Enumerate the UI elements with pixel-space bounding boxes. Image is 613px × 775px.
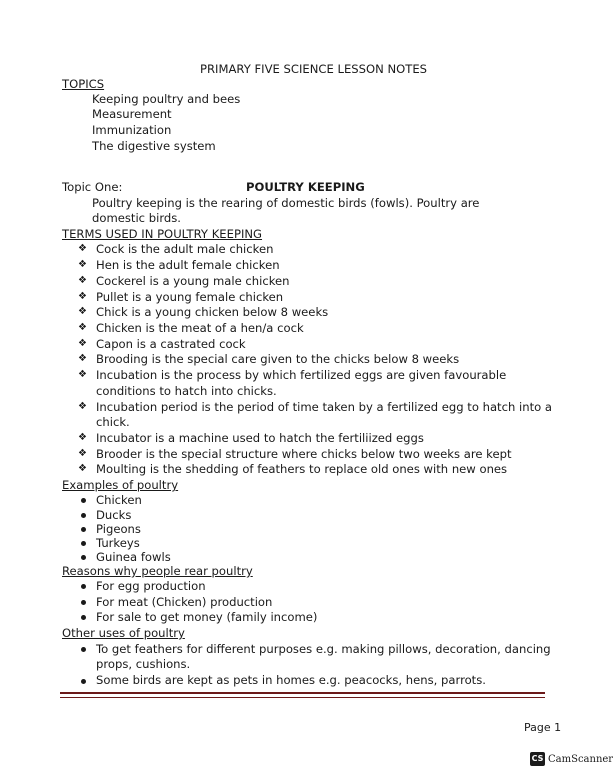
diamond-bullet-icon: ❖: [78, 463, 87, 474]
bullet-dot-icon: [81, 527, 86, 532]
term-item: Pullet is a young female chicken: [96, 290, 284, 304]
diamond-bullet-icon: ❖: [78, 353, 87, 364]
diamond-bullet-icon: ❖: [78, 259, 87, 270]
topic-one-title: POULTRY KEEPING: [246, 180, 365, 194]
term-item: Incubator is a machine used to hatch the fertiliized eggs: [96, 431, 424, 445]
term-item: Hen is the adult female chicken: [96, 258, 280, 272]
diamond-bullet-icon: ❖: [78, 306, 87, 317]
topic-item: Immunization: [92, 123, 172, 137]
bullet-dot-icon: [81, 679, 86, 684]
diamond-bullet-icon: ❖: [78, 369, 87, 380]
bullet-dot-icon: [81, 584, 86, 589]
page-number: Page 1: [524, 721, 562, 734]
term-item: Incubation is the process by which fertilized eggs are given favourable: [96, 368, 507, 382]
topic-one-label: Topic One:: [62, 180, 123, 194]
example-item: Pigeons: [96, 522, 141, 536]
camscanner-watermark: CamScanner: [548, 754, 613, 765]
term-item: Chick is a young chicken below 8 weeks: [96, 305, 329, 319]
term-item: Incubation period is the period of time taken by a fertilized egg to hatch into a: [96, 400, 553, 414]
diamond-bullet-icon: ❖: [78, 401, 87, 412]
term-item-continued: chick.: [96, 415, 130, 429]
example-item: Guinea fowls: [96, 550, 171, 564]
document-title: PRIMARY FIVE SCIENCE LESSON NOTES: [200, 62, 428, 76]
topic-item: The digestive system: [92, 139, 216, 153]
topic-item: Measurement: [92, 107, 172, 121]
camscanner-logo: CS: [530, 752, 545, 766]
other-uses-heading: Other uses of poultry: [62, 626, 185, 640]
diamond-bullet-icon: ❖: [78, 243, 87, 254]
diamond-bullet-icon: ❖: [78, 291, 87, 302]
bullet-dot-icon: [81, 615, 86, 620]
diamond-bullet-icon: ❖: [78, 322, 87, 333]
term-item: Capon is a castrated cock: [96, 337, 246, 351]
term-item: Brooder is the special structure where chicks below two weeks are kept: [96, 447, 512, 461]
other-use-item: Some birds are kept as pets in homes e.g. peacocks, hens, parrots.: [96, 673, 486, 687]
term-item: Moulting is the shedding of feathers to replace old ones with new ones: [96, 462, 508, 476]
bullet-dot-icon: [81, 541, 86, 546]
term-item: Brooding is the special care given to the chicks below 8 weeks: [96, 352, 460, 366]
diamond-bullet-icon: ❖: [78, 448, 87, 459]
reason-item: For meat (Chicken) production: [96, 595, 273, 609]
other-use-item-continued: props, cushions.: [96, 657, 191, 671]
bullet-dot-icon: [81, 555, 86, 560]
term-item: Chicken is the meat of a hen/a cock: [96, 321, 304, 335]
term-item: Cock is the adult male chicken: [96, 242, 274, 256]
reason-item: For egg production: [96, 579, 206, 593]
reason-item: For sale to get money (family income): [96, 610, 318, 624]
terms-heading: TERMS USED IN POULTRY KEEPING: [62, 227, 263, 241]
example-item: Ducks: [96, 508, 132, 522]
bullet-dot-icon: [81, 513, 86, 518]
examples-heading: Examples of poultry: [62, 478, 179, 492]
term-item: Cockerel is a young male chicken: [96, 274, 290, 288]
example-item: Chicken: [96, 493, 142, 507]
diamond-bullet-icon: ❖: [78, 338, 87, 349]
bullet-dot-icon: [81, 600, 86, 605]
topics-heading: TOPICS: [62, 77, 105, 91]
diamond-bullet-icon: ❖: [78, 275, 87, 286]
diamond-bullet-icon: ❖: [78, 432, 87, 443]
example-item: Turkeys: [96, 536, 140, 550]
bullet-dot-icon: [81, 498, 86, 503]
intro-text: domestic birds.: [92, 211, 181, 225]
intro-text: Poultry keeping is the rearing of domestic birds (fowls). Poultry are: [92, 196, 480, 210]
footer-rule: [60, 692, 545, 694]
topic-item: Keeping poultry and bees: [92, 92, 241, 106]
footer-rule-thin: [60, 697, 545, 698]
reasons-heading: Reasons why people rear poultry: [62, 564, 253, 578]
other-use-item: To get feathers for different purposes e.g. making pillows, decoration, dancing: [96, 642, 551, 656]
term-item-continued: conditions to hatch into chicks.: [96, 384, 277, 398]
bullet-dot-icon: [81, 647, 86, 652]
